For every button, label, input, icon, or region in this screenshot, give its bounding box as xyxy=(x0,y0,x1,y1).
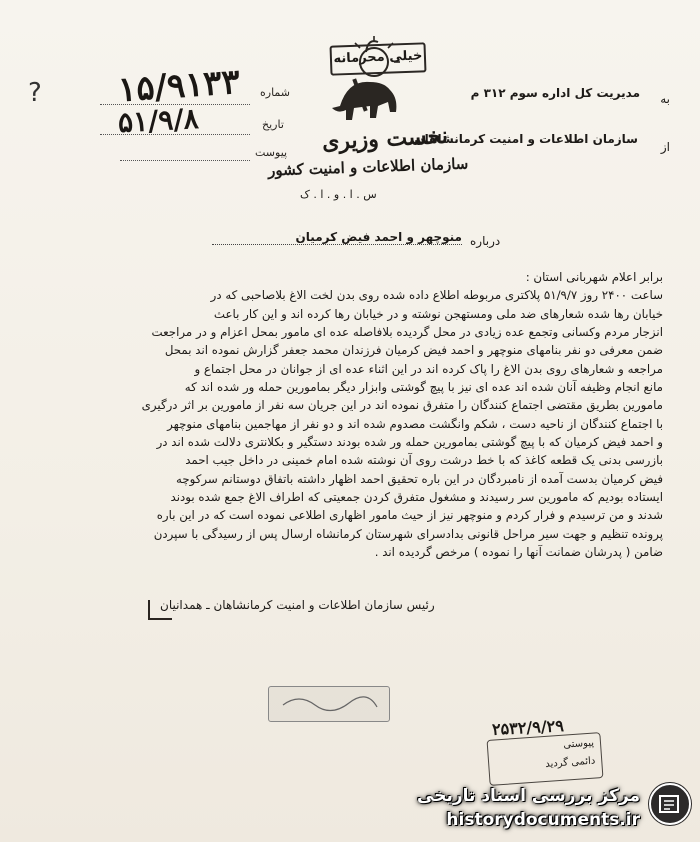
attachment-dotted-line xyxy=(120,160,250,161)
received-stamp xyxy=(268,686,390,722)
history-documents-logo-icon xyxy=(648,782,692,826)
date-label: تاریخ xyxy=(262,118,284,131)
watermark-title: مرکز بررسی اسناد تاریخی xyxy=(417,786,640,806)
attachment-label: پیوست xyxy=(255,146,288,159)
number-label: شماره xyxy=(260,86,291,99)
signature-bracket xyxy=(148,600,150,618)
subject: منوچهر و احمد فیض کرمیان xyxy=(212,230,462,245)
recipient: مدیریت کل اداره سوم ۳۱۲ م xyxy=(470,86,640,100)
lion-and-sun-emblem-icon xyxy=(318,28,416,138)
letter-body xyxy=(38,268,663,562)
handwritten-number: ۱۵/۹۱۳۳ xyxy=(116,61,242,111)
signature-bracket-foot xyxy=(148,618,172,620)
confidential-stamp: خیلی محرمانه xyxy=(330,42,427,75)
body-line: ساعت ۲۴۰۰ روز ۵۱/۹/۷ پلاکتری مربوطه اطلاع داده شده روی بدن لخت الاغ بلاصاحبی که در xyxy=(210,288,663,303)
body-line: انزجار مردم وکسانی وتجمع عده زیادی در محل گردیده بلافاصله عده ای مامور بمحل اعزام و در مراجعت xyxy=(151,325,663,340)
archive-stamp xyxy=(487,732,604,786)
body-line: با اجتماع کنندگان از ناحیه دست ، شکم وانگشت مصدوم شده اند و دو نفر از مهاجمین بنامهای منوچهر xyxy=(167,416,663,431)
ministry-title: نخست وزیری xyxy=(321,122,449,156)
body-line: خیابان رها شده شعارهای ضد ملی ومستهجن نوشته و در خیابان رها کرده اند و این کار باعث xyxy=(213,306,663,321)
body-line: بازرسی بدنی یک قطعه کاغذ که با خط درشت روی آن نوشته شده امام خمینی در داخل جیب احمد xyxy=(185,453,663,468)
body-line: مراجعه و شعارهای روی بدن الاغ را پاک کرده اند در این اثناء عده ای از جوانان در محل اجتماع و xyxy=(194,361,663,376)
body-line: ضامن ( پدرشان ضمانت آنها را نموده ) مرخص گردیده اند . xyxy=(374,545,663,560)
subject-label: درباره xyxy=(470,234,501,248)
from-label: از xyxy=(660,140,670,154)
watermark-url: historydocuments.ir xyxy=(446,810,640,830)
organization-code: س . ا . و . ا . ک xyxy=(300,188,377,201)
sender: سازمان اطلاعات و امنیت کرمانشاهان xyxy=(414,132,638,146)
signature-line: رئیس سازمان اطلاعات و امنیت کرمانشاهان ـ همدانیان xyxy=(160,598,435,612)
organization-title: سازمان اطلاعات و امنیت کشور xyxy=(267,154,469,180)
body-line: برابر اعلام شهربانی استان : xyxy=(525,270,663,284)
body-line: پرونده تنظیم و جهت سیر مراحل قانونی بدادسرای شهرستان کرمانشاه ارسال پس از رسیدگی با سپردن xyxy=(153,526,663,541)
body-line: فیض کرمیان بدست آمده از نامبردگان در این باره تحقیق احمد اظهار داشته باتفاق دوستانم سرکوچه xyxy=(176,471,663,486)
body-line: مانع انجام وظیفه آنان شده اند عده ای نیز با پیچ گوشتی وابزار دیگر بمامورین حمله ور شده اند که xyxy=(184,380,663,395)
body-line: ایستاده بودیم که مامورین سر رسیدند و مشغول متفرق کردن جمعیتی که اطراف الاغ جمع شده بودند xyxy=(170,490,663,505)
body-line: ضمن معرفی دو نفر بنامهای منوچهر و احمد فیض کرمیان فرزندان محمد جعفر گزارش نموده اند بمحل xyxy=(164,343,663,358)
archive-number: ۲۵۳۲/۹/۲۹ xyxy=(491,716,565,739)
archive-stamp-line1: پیوستی xyxy=(562,737,595,751)
handwritten-date: ۵۱/۹/۸ xyxy=(117,101,200,140)
body-line: و احمد فیض کرمیان که با پیچ گوشتی بمامورین حمله ور شده بودند دستگیر و بکلانتری دلالت شده اند در xyxy=(156,435,663,450)
margin-mark: ? xyxy=(28,78,42,108)
body-line: شدند و من ترسیدم و فرار کردم و منوچهر نیز از حیث مامور اظهاری اطلاعی نموده است که در این باره xyxy=(156,508,663,523)
to-label: به xyxy=(660,92,670,106)
archive-stamp-line2: دائمی گردید xyxy=(544,755,596,770)
body-line: مامورین بطریق مقتضی اجتماع کنندگان را متفرق نموده اند در این جریان سه نفر از مامورین بر اثر درگیری xyxy=(141,398,663,413)
